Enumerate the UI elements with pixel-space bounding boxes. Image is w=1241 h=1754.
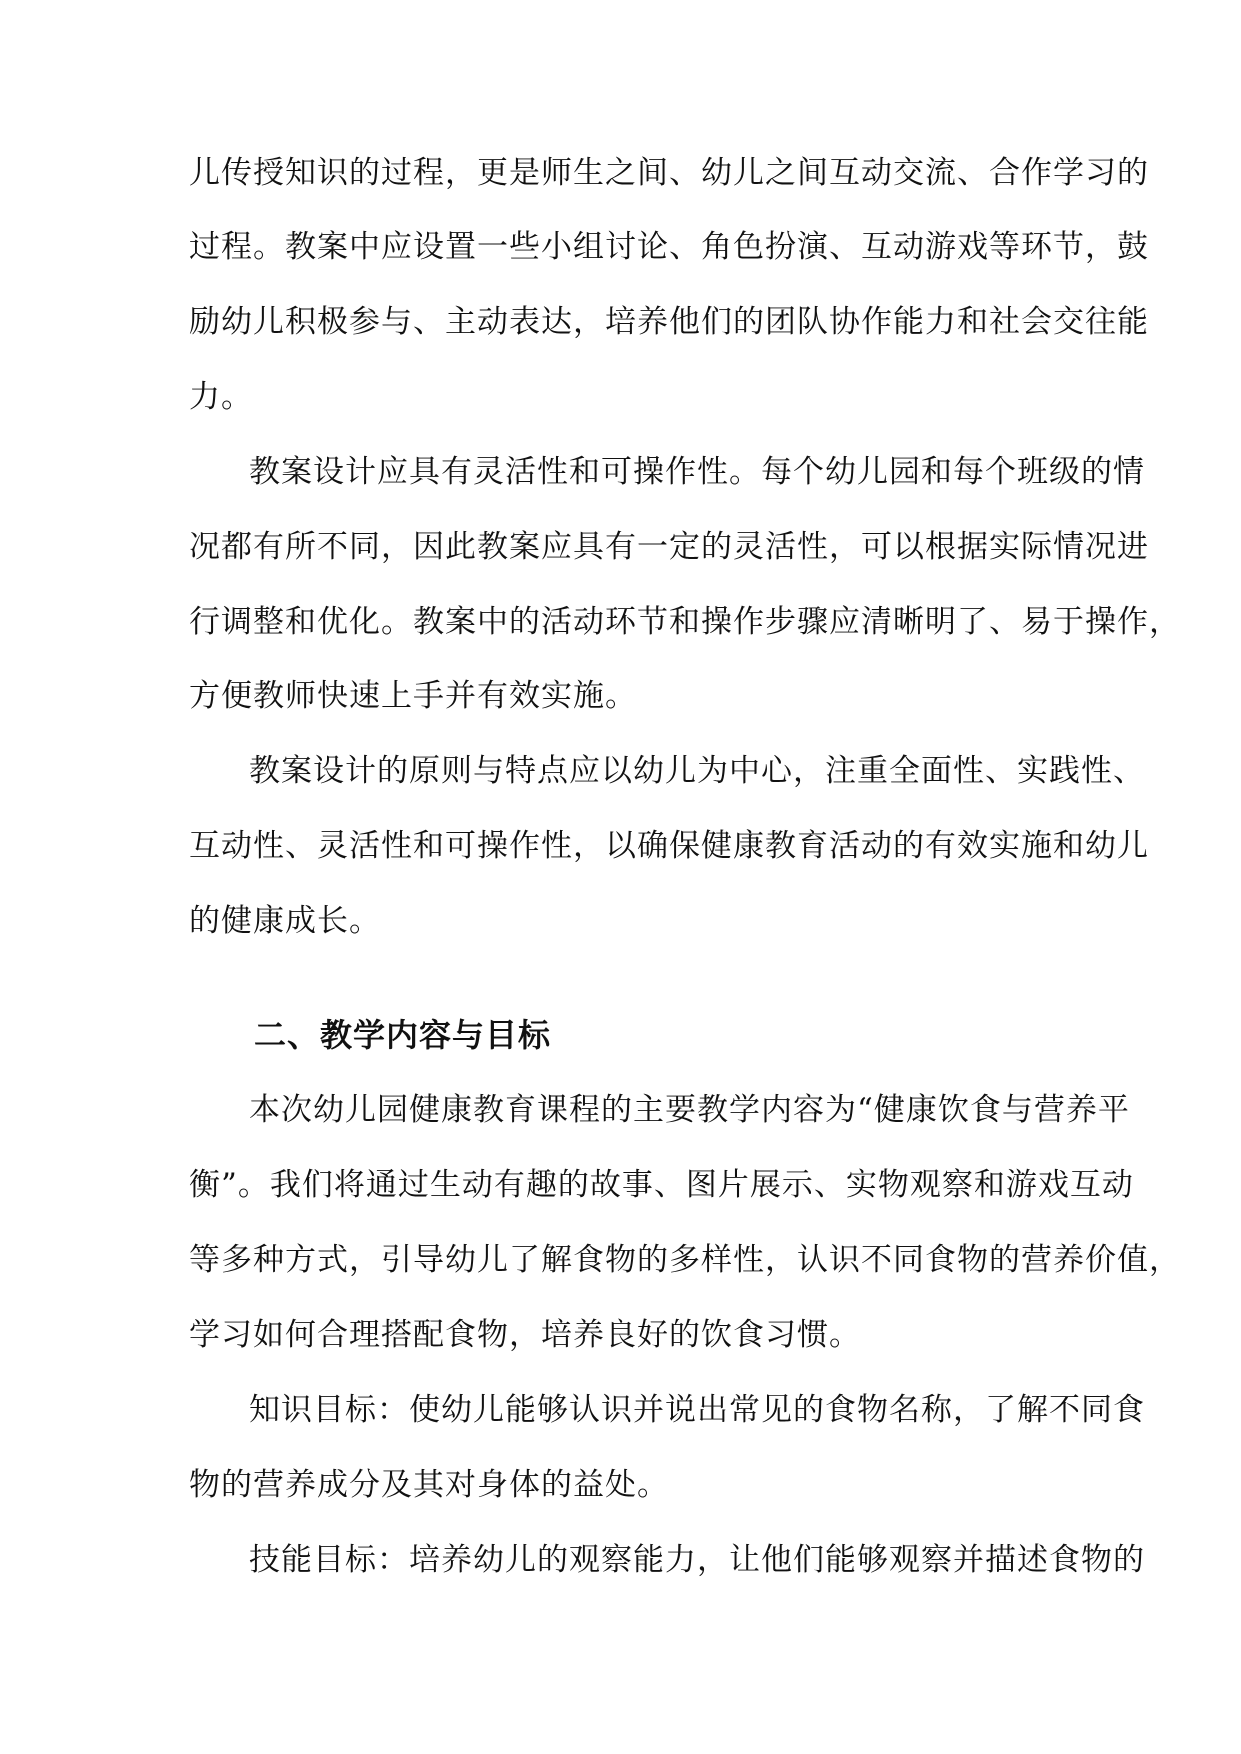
paragraph-line: 行调整和优化。教案中的活动环节和操作步骤应清晰明了、易于操作，	[189, 604, 1181, 640]
section-heading: 二、教学内容与目标	[254, 1016, 552, 1054]
paragraph-line: 技能目标：培养幼儿的观察能力，让他们能够观察并描述食物的	[249, 1542, 1145, 1578]
paragraph-line: 互动性、灵活性和可操作性，以确保健康教育活动的有效实施和幼儿	[189, 828, 1149, 864]
paragraph-line: 过程。教案中应设置一些小组讨论、角色扮演、互动游戏等环节，鼓	[189, 229, 1149, 265]
paragraph-line: 本次幼儿园健康教育课程的主要教学内容为“健康饮食与营养平	[249, 1092, 1130, 1128]
paragraph-line: 励幼儿积极参与、主动表达，培养他们的团队协作能力和社会交往能	[189, 304, 1149, 340]
paragraph-line: 教案设计应具有灵活性和可操作性。每个幼儿园和每个班级的情	[249, 454, 1145, 490]
paragraph-line: 知识目标：使幼儿能够认识并说出常见的食物名称，了解不同食	[249, 1392, 1145, 1428]
paragraph-line: 方便教师快速上手并有效实施。	[189, 678, 637, 714]
paragraph-line: 衡”。我们将通过生动有趣的故事、图片展示、实物观察和游戏互动	[189, 1167, 1134, 1203]
paragraph-line: 物的营养成分及其对身体的益处。	[189, 1467, 669, 1503]
paragraph-line: 力。	[189, 379, 253, 415]
paragraph-line: 学习如何合理搭配食物，培养良好的饮食习惯。	[189, 1317, 861, 1353]
paragraph-line: 况都有所不同，因此教案应具有一定的灵活性，可以根据实际情况进	[189, 529, 1149, 565]
paragraph-line: 儿传授知识的过程，更是师生之间、幼儿之间互动交流、合作学习的	[189, 155, 1149, 191]
paragraph-line: 教案设计的原则与特点应以幼儿为中心，注重全面性、实践性、	[249, 753, 1145, 789]
paragraph-line: 等多种方式，引导幼儿了解食物的多样性，认识不同食物的营养价值，	[189, 1242, 1181, 1278]
paragraph-line: 的健康成长。	[189, 903, 381, 939]
